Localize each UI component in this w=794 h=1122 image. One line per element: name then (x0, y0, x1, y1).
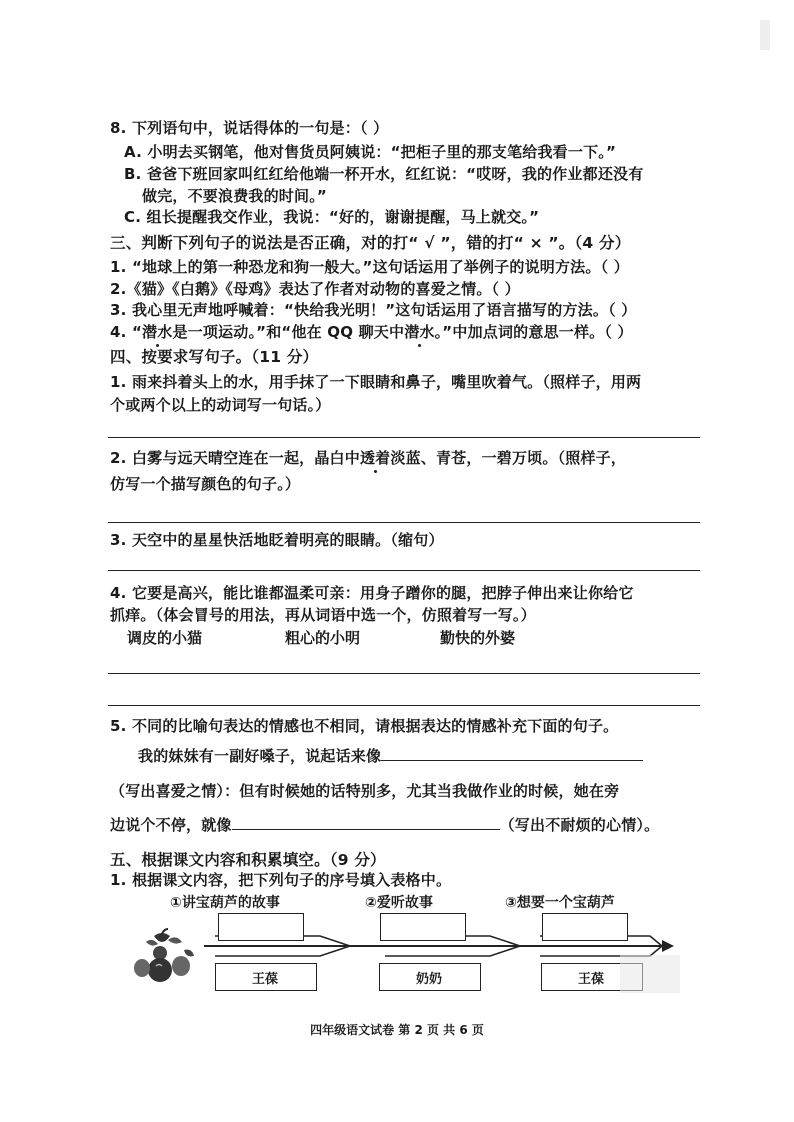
s3-q3: 3. 我心里无声地呼喊着：“快给我光明！”这句话运用了语言描写的方法。（ ） (110, 301, 637, 319)
s3-q4-dotted-word-2: 潜水 (404, 323, 435, 341)
s4-q5-line3 (110, 815, 659, 835)
s4-q2-part2: 淡蓝、青苍，一碧万顷。（照样子， (390, 449, 627, 467)
word-option-1: 调皮的小猫 (127, 629, 203, 647)
answer-line-4[interactable] (108, 673, 700, 674)
s4-q2-line1 (110, 448, 626, 468)
section3-title: 三、判断下列句子的说法是否正确，对的打“ √ ”，错的打“ × ”。（4 分） (110, 234, 631, 252)
q8-option-b-line1: B. 爸爸下班回家叫红红给他端一杯开水，红红说：“哎呀，我的作业都还没有 (124, 165, 644, 183)
s4-q4-line1: 4. 它要是高兴，能比谁都温柔可亲：用身子蹭你的腿，把脖子伸出来让你给它 (110, 584, 634, 602)
s4-q2-part1: 2. 白雾与远天晴空连在一起，晶白中 (110, 449, 360, 467)
s3-q1: 1. “地球上的第一种恐龙和狗一般大。”这句话运用了举例子的说明方法。（ ） (110, 258, 629, 276)
s4-q5-line1-text: 我的妹妹有一副好嗓子，说起话来像 (138, 747, 382, 765)
q8-option-b-line2: 做完，不要浪费我的时间。” (142, 187, 327, 205)
q8-stem: 8. 下列语句中，说话得体的一句是：（ ） (110, 119, 389, 137)
scan-smudge (620, 955, 680, 993)
q8-option-c: C. 组长提醒我交作业，我说：“好的，谢谢提醒，马上就交。” (124, 208, 540, 226)
answer-box-top-1[interactable] (218, 913, 304, 941)
s4-q1-line1: 1. 雨来抖着头上的水，用手抹了一下眼睛和鼻子，嘴里吹着气。（照样子，用两 (110, 373, 642, 391)
s3-q4-dotted-word-1: 潜水 (142, 323, 173, 341)
timeline-arrow-head (662, 940, 674, 952)
sequence-option-3: ③想要一个宝葫芦 (505, 895, 615, 911)
s4-q1-line2: 个或两个以上的动词写一句话。） (110, 396, 331, 414)
s4-q5-line1 (138, 746, 643, 766)
s4-q2-dotted-word: 透着 (359, 449, 391, 467)
answer-line-3[interactable] (108, 570, 700, 571)
page-footer: 四年级语文试卷 第 2 页 共 6 页 (310, 1023, 484, 1037)
section5-title: 五、根据课文内容和积累填空。（9 分） (110, 851, 386, 869)
answer-line-1[interactable] (108, 437, 700, 438)
s4-q4-line2: 抓痒。（体会冒号的用法，再从词语中选一个，仿照着写一写。） (110, 606, 536, 624)
s4-q5-line2: （写出喜爱之情）：但有时候她的话特别多，尤其当我做作业的时候，她在旁 (110, 782, 620, 800)
sequence-option-1: ①讲宝葫芦的故事 (170, 895, 280, 911)
name-box-2-label: 奶奶 (415, 972, 442, 987)
s3-q2: 2.《猫》《白鹅》《母鸡》表达了作者对动物的喜爱之情。（ ） (110, 280, 520, 298)
name-box-1-label: 王葆 (251, 972, 278, 987)
s5-q1: 1. 根据课文内容，把下列句子的序号填入表格中。 (110, 871, 452, 889)
section4-title: 四、按要求写句子。（11 分） (110, 348, 319, 366)
s4-q2-line2: 仿写一个描写颜色的句子。） (110, 475, 301, 493)
word-option-3: 勤快的外婆 (440, 629, 516, 647)
scan-edge-mark (760, 20, 770, 50)
gourd-icon (132, 928, 204, 986)
s4-q5-line3-suffix: （写出不耐烦的心情）。 (499, 816, 660, 834)
word-option-2: 粗心的小明 (285, 629, 361, 647)
answer-line-2[interactable] (108, 522, 700, 523)
fill-blank-2[interactable] (232, 815, 500, 830)
s4-q3: 3. 天空中的星星快活地眨着明亮的眼睛。（缩句） (110, 531, 444, 549)
sequence-option-2: ②爱听故事 (365, 895, 433, 911)
s4-q5: 5. 不同的比喻句表达的情感也不相同，请根据表达的情感补充下面的句子。 (110, 717, 619, 735)
s4-q5-line3-text: 边说个不停，就像 (110, 816, 232, 834)
s3-q4-part1: 4. “ (110, 323, 143, 341)
s3-q4-part3: 。”中加点词的意思一样。（ ） (434, 323, 633, 341)
name-box-3-label: 王葆 (577, 972, 604, 987)
answer-box-top-3[interactable] (542, 913, 628, 941)
s3-q4 (110, 322, 633, 342)
fill-blank-1[interactable] (381, 746, 643, 761)
answer-box-top-2[interactable] (380, 913, 466, 941)
q8-option-a: A. 小明去买钢笔，他对售货员阿姨说：“把柜子里的那支笔给我看一下。” (124, 143, 617, 161)
answer-line-5[interactable] (108, 705, 700, 706)
s3-q4-part2: 是一项运动。”和“他在 QQ 聊天中 (172, 323, 405, 341)
